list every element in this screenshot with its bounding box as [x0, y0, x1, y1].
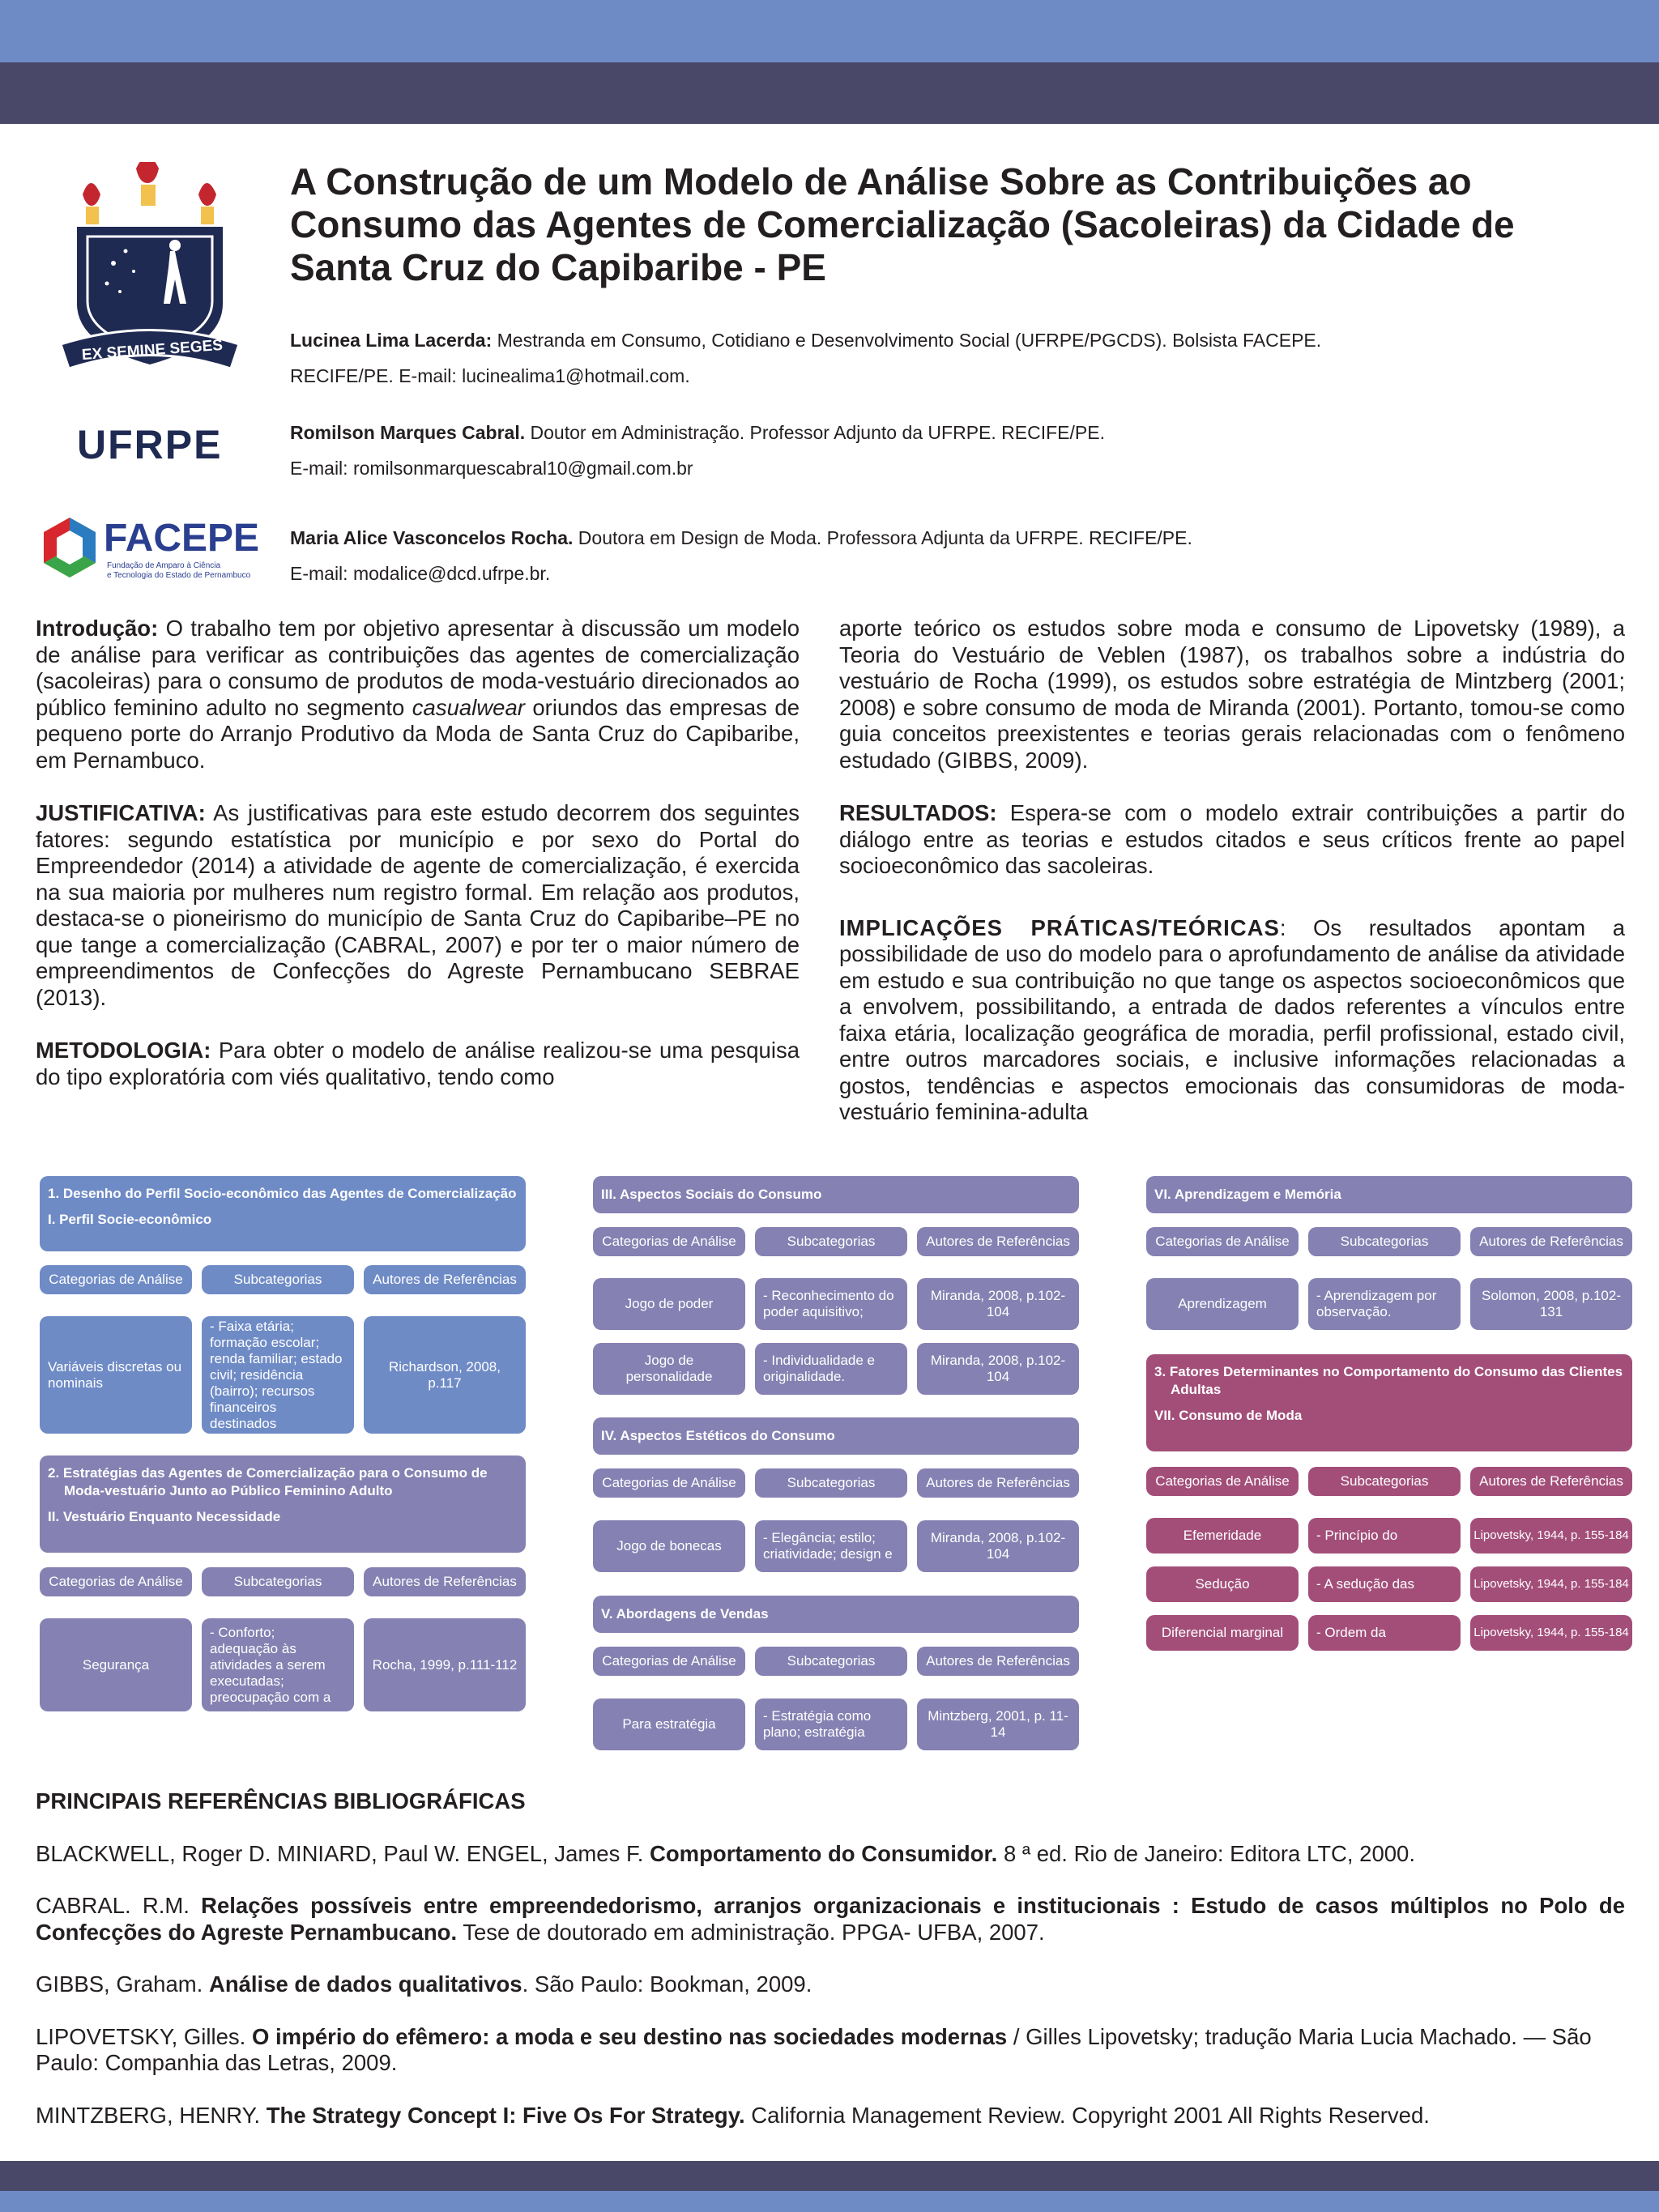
facepe-logo: [41, 514, 267, 587]
s4-reference-cell: Miranda, 2008, p.102-104: [917, 1520, 1079, 1572]
s2-reference-cell: Rocha, 1999, p.111-112: [364, 1618, 526, 1711]
methodology-label: METODOLOGIA:: [36, 1038, 211, 1063]
s2-col-header-authors: Autores de Referências: [364, 1567, 526, 1596]
author-1-contact: RECIFE/PE. E-mail: lucinealima1@hotmail.com.: [290, 365, 690, 386]
s5-col-header-subcategories: Subcategorias: [755, 1647, 907, 1676]
reference-3-details: . São Paulo: Bookman, 2009.: [522, 1971, 812, 1997]
author-3-affiliation: Doutora em Design de Moda. Professora Adjunta da UFRPE. RECIFE/PE.: [573, 527, 1192, 548]
implications-label: IMPLICAÇÕES PRÁTICAS/TEÓRICAS: [839, 914, 1280, 940]
author-3-name: Maria Alice Vasconcelos Rocha.: [290, 527, 574, 548]
justification-label: JUSTIFICATIVA:: [36, 800, 206, 825]
reference-3-title: Análise de dados qualitativos: [208, 1971, 522, 1997]
s7-col-header-authors: Autores de Referências: [1470, 1467, 1632, 1496]
s7-col-header-subcategories: Subcategorias: [1308, 1467, 1461, 1496]
results-label: RESULTADOS:: [839, 800, 997, 825]
s6-col-header-categories: Categorias de Análise: [1146, 1227, 1299, 1256]
author-2-affiliation: Doutor em Administração. Professor Adjunto da UFRPE. RECIFE/PE.: [525, 422, 1105, 443]
reference-5-authors: MINTZBERG, HENRY.: [36, 2102, 267, 2128]
s3-col-header-subcategories: Subcategorias: [755, 1227, 907, 1256]
s1-reference-cell: Richardson, 2008, p.117: [364, 1316, 526, 1434]
reference-5: [36, 2103, 1625, 2129]
results-text: Espera-se com o modelo extrair contribuições a partir do diálogo entre as teorias e estudos citados e seus críticos frente ao papel socioeconômico das sacoleiras.: [839, 800, 1625, 878]
section-7-title-line2: Adultas: [1171, 1382, 1222, 1397]
s1-col-header-categories: Categorias de Análise: [40, 1265, 192, 1294]
intro-text-2: oriundos das empresas de pequeno porte do Arranjo Produtivo da Moda de Santa Cruz do Capibaribe, em Pernambuco.: [36, 694, 800, 773]
section-7-title-line1: 3. Fatores Determinantes no Comportamento do Consumo das Clientes: [1154, 1364, 1623, 1379]
reference-2-details: Tese de doutorado em administração. PPGA- UFBA, 2007.: [457, 1919, 1045, 1945]
s7-row3-category: Diferencial marginal: [1146, 1615, 1299, 1651]
section-1-title: 1. Desenho do Perfil Socio-econômico das Agentes de Comercialização: [48, 1186, 517, 1201]
s5-subcategory-cell: - Estratégia como plano; estratégia: [755, 1698, 907, 1750]
section-1-header: [40, 1176, 526, 1251]
s4-subcategory-cell: - Elegância; estilo; criatividade; design e: [755, 1520, 907, 1572]
s7-row2-reference: Lipovetsky, 1944, p. 155-184: [1470, 1566, 1632, 1602]
s3-row2-category: Jogo de personalidade: [593, 1343, 745, 1395]
s7-row1-reference: Lipovetsky, 1944, p. 155-184: [1470, 1518, 1632, 1554]
implications-text: : Os resultados apontam a possibilidade de uso do modelo para o aprofundamento de análise da atividade em estudo e sua contribuição no que tange os aspectos socioeconômicos que a envolvem, possibilitando, a entrada de dados referentes a vínculos entre faixa etária, localização geográfica de moradia, perfil profissional, estado civil, entre outros marcadores sociais, e inclusive informações relacionadas a gostos, tendências e aspectos emocionais das consumidoras de moda-vestuário feminina-adulta: [839, 914, 1625, 1124]
justification-paragraph: [36, 800, 800, 1011]
s7-row2-category: Sedução: [1146, 1566, 1299, 1602]
s2-col-header-subcategories: Subcategorias: [202, 1567, 354, 1596]
s7-row1-category: Efemeridade: [1146, 1518, 1299, 1554]
reference-4: [36, 2024, 1625, 2077]
methodology-continuation: aporte teórico os estudos sobre moda e consumo de Lipovetsky (1989), a Teoria do Vestuário de Veblen (1987), os trabalhos sobre a indústria do vestuário de Rocha (1999), os estudos sobre estratégia de Mintzberg (2001; 2008) e sobre consumo de moda de Miranda (2001). Portanto, tomou-se como guia conceitos preexistentes e teorias gerais relacionadas com o fenômeno estudado (GIBBS, 2009).: [839, 616, 1625, 773]
ufrpe-name: UFRPE: [77, 422, 223, 467]
s3-row2-subcategory: - Individualidade e originalidade.: [755, 1343, 907, 1395]
reference-4-title: O império do efêmero: a moda e seu destino nas sociedades modernas: [251, 2023, 1008, 2049]
section-1-subtitle: I. Perfil Socie-econômico: [48, 1212, 212, 1227]
facepe-sub1: Fundação de Amparo à Ciência: [107, 561, 221, 570]
section-7-header: [1146, 1354, 1632, 1451]
s2-category-cell: Segurança: [40, 1618, 192, 1711]
author-1-name: Lucinea Lima Lacerda:: [290, 330, 493, 351]
s7-col-header-categories: Categorias de Análise: [1146, 1467, 1299, 1496]
s7-row2-subcategory: - A sedução das: [1308, 1566, 1461, 1602]
s2-col-header-categories: Categorias de Análise: [40, 1567, 192, 1596]
reference-2: [36, 1893, 1625, 1946]
s5-col-header-categories: Categorias de Análise: [593, 1647, 745, 1676]
facepe-hexagon-icon: [41, 516, 99, 581]
references-heading: PRINCIPAIS REFERÊNCIAS BIBLIOGRÁFICAS: [36, 1788, 526, 1813]
s7-row1-subcategory: - Princípio do: [1308, 1518, 1461, 1554]
section-2-title-line2: Moda-vestuário Junto ao Público Feminino Adulto: [64, 1483, 393, 1498]
intro-label: Introdução:: [36, 616, 159, 641]
s4-category-cell: Jogo de bonecas: [593, 1520, 745, 1572]
author-3-contact: E-mail: modalice@dcd.ufrpe.br.: [290, 563, 551, 584]
s6-subcategory-cell: - Aprendizagem por observação.: [1308, 1278, 1461, 1330]
author-2: [290, 415, 1586, 486]
reference-4-authors: LIPOVETSKY, Gilles.: [36, 2023, 252, 2049]
s3-row1-category: Jogo de poder: [593, 1278, 745, 1330]
results-paragraph: [839, 800, 1625, 880]
s1-col-header-authors: Autores de Referências: [364, 1265, 526, 1294]
section-2-subtitle: II. Vestuário Enquanto Necessidade: [48, 1509, 281, 1524]
s4-col-header-authors: Autores de Referências: [917, 1468, 1079, 1498]
s5-reference-cell: Mintzberg, 2001, p. 11-14: [917, 1698, 1079, 1750]
s1-category-cell: Variáveis discretas ou nominais: [40, 1316, 192, 1434]
ufrpe-logo: [57, 162, 243, 470]
section-2-header: [40, 1455, 526, 1553]
s5-col-header-authors: Autores de Referências: [917, 1647, 1079, 1676]
reference-1-title: Comportamento do Consumidor.: [650, 1840, 998, 1866]
reference-1-details: 8 ª ed. Rio de Janeiro: Editora LTC, 2000.: [997, 1840, 1415, 1866]
poster-title: A Construção de um Modelo de Análise Sobre as Contribuições ao Consumo das Agentes de Comercialização (Sacoleiras) da Cidade de Santa Cruz do Capibaribe - PE: [290, 160, 1515, 288]
methodology-paragraph: [36, 1038, 800, 1090]
section-3-header: III. Aspectos Sociais do Consumo: [593, 1176, 1079, 1213]
section-5-header: V. Abordagens de Vendas: [593, 1596, 1079, 1633]
section-2-title-line1: 2. Estratégias das Agentes de Comercialização para o Consumo de: [48, 1465, 488, 1481]
author-3: [290, 520, 1586, 591]
s6-col-header-authors: Autores de Referências: [1470, 1227, 1632, 1256]
s3-col-header-categories: Categorias de Análise: [593, 1227, 745, 1256]
methodology-text: Para obter o modelo de análise realizou-se uma pesquisa do tipo exploratória com viés qualitativo, tendo como: [36, 1038, 800, 1089]
s6-reference-cell: Solomon, 2008, p.102-131: [1470, 1278, 1632, 1330]
bottom-band-light: [0, 2191, 1659, 2212]
intro-text: O trabalho tem por objetivo apresentar à discussão um modelo de análise para verificar as contribuições das agentes de comercialização (sacoleiras) para o consumo de produtos de moda-vestuário direcionados ao público feminino adulto no segmento: [36, 616, 800, 720]
implications-paragraph: [839, 915, 1625, 1126]
s3-row2-reference: Miranda, 2008, p.102-104: [917, 1343, 1079, 1395]
reference-4-details: / Gilles Lipovetsky; tradução Maria Lucia Machado. — São Paulo: Companhia das Letras, 2009.: [36, 2023, 1592, 2075]
s3-row1-subcategory: - Reconhecimento do poder aquisitivo;: [755, 1278, 907, 1330]
reference-1-authors: BLACKWELL, Roger D. MINIARD, Paul W. ENGEL, James F.: [36, 1840, 650, 1866]
s6-col-header-subcategories: Subcategorias: [1308, 1227, 1461, 1256]
reference-2-title: Relações possíveis entre empreendedorismo, arranjos organizacionais e institucionais : Estudo de casos múltiplos no Polo de Confecções do Agreste Pernambucano.: [36, 1893, 1625, 1945]
top-band-light: [0, 0, 1659, 62]
top-band-dark: [0, 62, 1659, 124]
author-2-name: Romilson Marques Cabral.: [290, 422, 526, 443]
facepe-name: FACEPE: [104, 517, 260, 560]
s2-subcategory-cell: - Conforto; adequação às atividades a serem executadas; preocupação com a: [202, 1618, 354, 1711]
ufrpe-crest-icon: [57, 162, 243, 405]
reference-5-title: The Strategy Concept I: Five Os For Strategy.: [266, 2102, 745, 2128]
introduction-paragraph: [36, 616, 800, 774]
s3-row1-reference: Miranda, 2008, p.102-104: [917, 1278, 1079, 1330]
s1-col-header-subcategories: Subcategorias: [202, 1265, 354, 1294]
reference-5-details: California Management Review. Copyright 2001 All Rights Reserved.: [744, 2102, 1430, 2128]
author-2-contact: E-mail: romilsonmarquescabral10@gmail.com.br: [290, 458, 693, 479]
left-column: [36, 616, 800, 1117]
reference-3-authors: GIBBS, Graham.: [36, 1971, 209, 1997]
facepe-sub2: e Tecnologia do Estado de Pernambuco: [107, 571, 251, 580]
section-6-header: VI. Aprendizagem e Memória: [1146, 1176, 1632, 1213]
section-7-subtitle: VII. Consumo de Moda: [1154, 1408, 1303, 1423]
s7-row3-reference: Lipovetsky, 1944, p. 155-184: [1470, 1615, 1632, 1651]
section-4-header: IV. Aspectos Estéticos do Consumo: [593, 1417, 1079, 1455]
s7-row3-subcategory: - Ordem da: [1308, 1615, 1461, 1651]
justification-text: As justificativas para este estudo decorrem dos seguintes fatores: segundo estatística por município e por sexo do Portal do Empreendedor (2014) a atividade de agente de comercialização, é exercida na sua maioria por mulheres num registro formal. Em relação aos produtos, destaca-se o pioneirismo do município de Santa Cruz do Capibaribe–PE no que tange a comercialização (CABRAL, 2007) e por ter o maior número de empreendimentos de Confecções do Agreste Pernambucano SEBRAE (2013).: [36, 800, 800, 1010]
reference-2-authors: CABRAL. R.M.: [36, 1893, 202, 1918]
author-1: [290, 322, 1586, 394]
s4-col-header-categories: Categorias de Análise: [593, 1468, 745, 1498]
bottom-band-dark: [0, 2161, 1659, 2191]
s5-category-cell: Para estratégia: [593, 1698, 745, 1750]
s4-col-header-subcategories: Subcategorias: [755, 1468, 907, 1498]
s6-category-cell: Aprendizagem: [1146, 1278, 1299, 1330]
intro-italic: casualwear: [412, 694, 525, 720]
references-section: [36, 1788, 1625, 2154]
ufrpe-motto: EX SEMINE SEGES: [81, 336, 224, 364]
s3-col-header-authors: Autores de Referências: [917, 1227, 1079, 1256]
reference-1: [36, 1841, 1625, 1868]
reference-3: [36, 1971, 1625, 1998]
author-1-affiliation: Mestranda em Consumo, Cotidiano e Desenvolvimento Social (UFRPE/PGCDS). Bolsista FACEPE.: [492, 330, 1322, 351]
s1-subcategory-cell: - Faixa etária; formação escolar; renda familiar; estado civil; residência (bairro); recursos financeiros destinados: [202, 1316, 354, 1434]
right-column: [839, 616, 1625, 1153]
